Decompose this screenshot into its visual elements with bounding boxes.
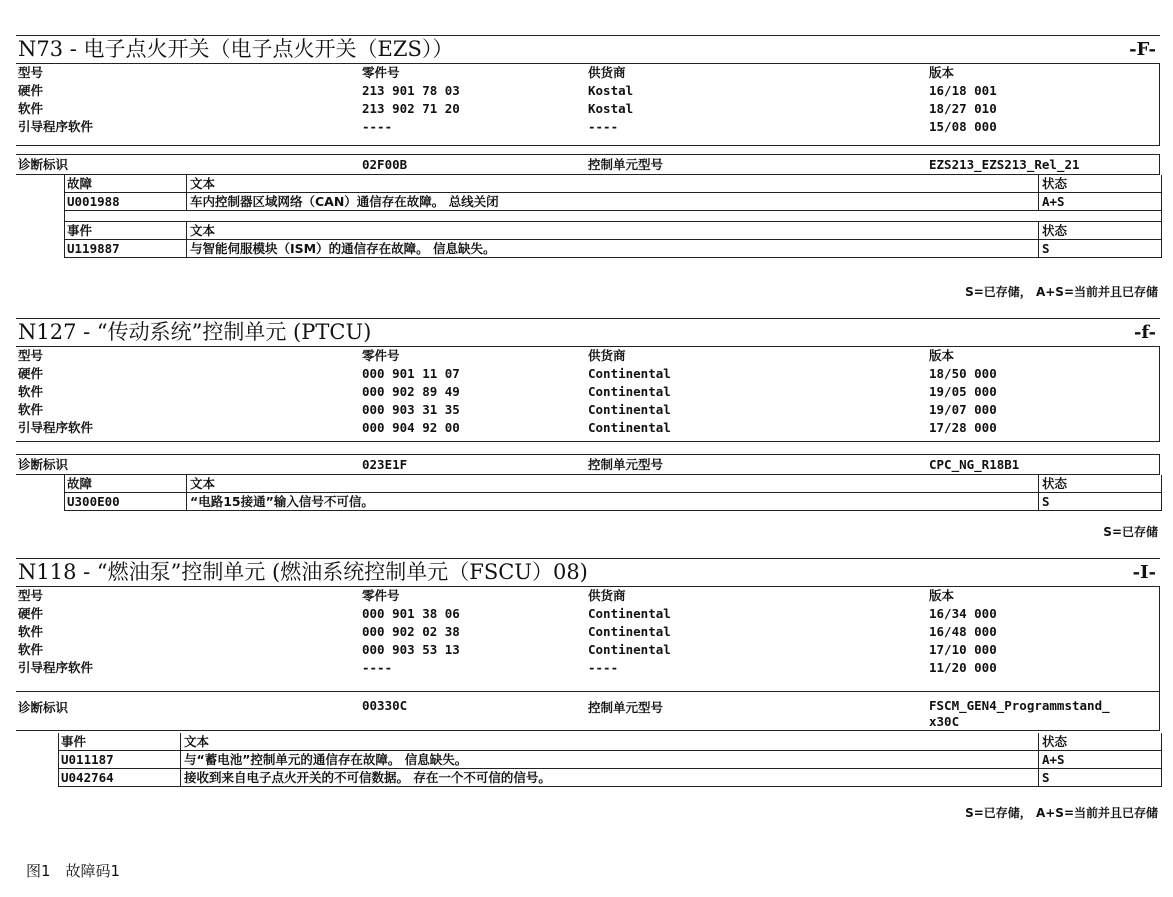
- type-label: 型号: [18, 348, 44, 363]
- text-header: 文本: [186, 222, 215, 239]
- row-label: 软件: [18, 384, 44, 399]
- fault-code: U001988: [67, 194, 120, 209]
- table-row: [65, 493, 1161, 511]
- type-label: 型号: [18, 588, 44, 603]
- diagnostic-row: [16, 692, 1160, 731]
- cu-value: EZS213_EZS213_Rel_21: [929, 157, 1080, 172]
- event-code: U011187: [61, 752, 114, 767]
- fault-status: S: [1038, 493, 1050, 510]
- version-row: [16, 659, 1159, 677]
- table-row: [65, 193, 1161, 211]
- version-block: [16, 587, 1160, 692]
- version-row: [16, 419, 1159, 437]
- supplier: Kostal: [588, 83, 634, 98]
- part-number: 000 903 31 35: [362, 402, 460, 417]
- supplier: Continental: [588, 606, 671, 621]
- module-title-bar: [16, 35, 1160, 64]
- status-header: 状态: [1038, 175, 1067, 192]
- version: 15/08 000: [929, 119, 997, 134]
- diag-label: 诊断标识: [18, 157, 69, 172]
- supplier-header: 供货商: [588, 588, 626, 603]
- version: 18/50 000: [929, 366, 997, 381]
- row-label: 硬件: [18, 606, 44, 621]
- fault-code: U300E00: [67, 494, 120, 509]
- version-row: [16, 118, 1159, 136]
- text-header: 文本: [180, 733, 209, 750]
- part-number: 213 901 78 03: [362, 83, 460, 98]
- header-row: [16, 64, 1159, 82]
- code-header: 故障: [67, 176, 93, 191]
- module-title: N118 - “燃油泵”控制单元 (燃油系统控制单元（FSCU）08): [18, 560, 588, 584]
- event-status: A+S: [1038, 751, 1065, 768]
- module-flag: -F-: [1129, 39, 1156, 60]
- event-code: U119887: [67, 241, 120, 256]
- row-label: 引导程序软件: [18, 119, 94, 134]
- supplier: Continental: [588, 366, 671, 381]
- version-block: [16, 347, 1160, 442]
- fault-table: [64, 475, 1162, 511]
- part-number: 000 902 02 38: [362, 624, 460, 639]
- table-row: [59, 751, 1161, 769]
- version: 18/27 010: [929, 101, 997, 116]
- row-label: 软件: [18, 402, 44, 417]
- part-number: ----: [362, 119, 393, 134]
- header-row: [16, 347, 1159, 365]
- cu-label: 控制单元型号: [588, 457, 664, 472]
- text-header: 文本: [186, 175, 215, 192]
- module-title-bar: [16, 558, 1160, 587]
- part-number: 000 901 11 07: [362, 366, 460, 381]
- part-number: 000 904 92 00: [362, 420, 460, 435]
- status-legend: S=已存储: [1103, 525, 1158, 539]
- module-n73: [16, 35, 1160, 299]
- version-header: 版本: [929, 348, 955, 363]
- row-label: 软件: [18, 642, 44, 657]
- diagnostic-row: [16, 154, 1160, 175]
- supplier-header: 供货商: [588, 65, 626, 80]
- event-table-header: [65, 222, 1161, 240]
- row-label: 软件: [18, 101, 44, 116]
- module-title-bar: [16, 318, 1160, 347]
- supplier: Continental: [588, 384, 671, 399]
- version-block: [16, 64, 1160, 146]
- diag-label: 诊断标识: [18, 700, 69, 715]
- event-status: S: [1038, 240, 1050, 257]
- cu-label: 控制单元型号: [588, 700, 664, 715]
- version-row: [16, 383, 1159, 401]
- supplier: ----: [588, 660, 619, 675]
- version-row: [16, 100, 1159, 118]
- supplier-header: 供货商: [588, 348, 626, 363]
- supplier: Continental: [588, 420, 671, 435]
- version-row: [16, 623, 1159, 641]
- figure-caption: 图1 故障码1: [26, 862, 121, 880]
- event-table: [58, 733, 1162, 787]
- code-header: 事件: [61, 734, 87, 749]
- version: 16/48 000: [929, 624, 997, 639]
- diag-label: 诊断标识: [18, 457, 69, 472]
- version-row: [16, 605, 1159, 623]
- status-header: 状态: [1038, 222, 1067, 239]
- module-title: N73 - 电子点火开关（电子点火开关（EZS））: [18, 37, 454, 61]
- row-label: 硬件: [18, 83, 44, 98]
- cu-value: FSCM_GEN4_Programmstand_: [929, 698, 1110, 713]
- row-label: 软件: [18, 624, 44, 639]
- version: 19/07 000: [929, 402, 997, 417]
- version: 16/34 000: [929, 606, 997, 621]
- supplier: Continental: [588, 624, 671, 639]
- supplier: Continental: [588, 402, 671, 417]
- table-row: [65, 240, 1161, 258]
- part-no-header: 零件号: [362, 348, 400, 363]
- part-number: ----: [362, 660, 393, 675]
- part-number: 000 901 38 06: [362, 606, 460, 621]
- version: 19/05 000: [929, 384, 997, 399]
- text-header: 文本: [186, 475, 215, 492]
- part-no-header: 零件号: [362, 65, 400, 80]
- fault-status: A+S: [1038, 193, 1065, 210]
- part-number: 000 902 89 49: [362, 384, 460, 399]
- part-number: 000 903 53 13: [362, 642, 460, 657]
- module-flag: -f-: [1133, 322, 1156, 343]
- version: 17/10 000: [929, 642, 997, 657]
- event-text: 与智能伺服模块（ISM）的通信存在故障。 信息缺失。: [186, 240, 495, 257]
- version-row: [16, 365, 1159, 383]
- type-label: 型号: [18, 65, 44, 80]
- part-number: 213 902 71 20: [362, 101, 460, 116]
- supplier: Kostal: [588, 101, 634, 116]
- header-row: [16, 587, 1159, 605]
- version: 17/28 000: [929, 420, 997, 435]
- version: 16/18 001: [929, 83, 997, 98]
- version-header: 版本: [929, 588, 955, 603]
- fault-table-header: [65, 475, 1161, 493]
- version: 11/20 000: [929, 660, 997, 675]
- event-code: U042764: [61, 770, 114, 785]
- part-no-header: 零件号: [362, 588, 400, 603]
- status-header: 状态: [1038, 475, 1067, 492]
- code-header: 故障: [67, 476, 93, 491]
- table-row: [59, 769, 1161, 787]
- module-n127: [16, 318, 1160, 539]
- diagnostic-row: [16, 454, 1160, 475]
- module-title: N127 - “传动系统”控制单元 (PTCU): [18, 320, 372, 344]
- status-header: 状态: [1038, 733, 1067, 750]
- cu-label: 控制单元型号: [588, 157, 664, 172]
- version-row: [16, 82, 1159, 100]
- fault-table: [64, 175, 1162, 258]
- code-header: 事件: [67, 223, 93, 238]
- version-header: 版本: [929, 65, 955, 80]
- event-table-header: [59, 733, 1161, 751]
- supplier: Continental: [588, 642, 671, 657]
- fault-table-header: [65, 175, 1161, 193]
- module-n118: [16, 558, 1160, 820]
- event-status: S: [1038, 769, 1050, 786]
- diag-value: 00330C: [362, 698, 408, 713]
- version-row: [16, 401, 1159, 419]
- row-label: 硬件: [18, 366, 44, 381]
- cu-value-cont: x30C: [929, 714, 960, 729]
- fault-text: 车内控制器区域网络（CAN）通信存在故障。 总线关闭: [186, 193, 499, 210]
- status-legend: S=已存储， A+S=当前并且已存储: [965, 806, 1158, 820]
- fault-text: “电路15接通”输入信号不可信。: [186, 493, 374, 510]
- supplier: ----: [588, 119, 619, 134]
- version-row: [16, 641, 1159, 659]
- diag-value: 02F00B: [362, 157, 408, 172]
- event-text: 接收到来自电子点火开关的不可信数据。 存在一个不可信的信号。: [180, 769, 551, 786]
- row-label: 引导程序软件: [18, 660, 94, 675]
- event-text: 与“蓄电池”控制单元的通信存在故障。 信息缺失。: [180, 751, 467, 768]
- cu-value: CPC_NG_R18B1: [929, 457, 1020, 472]
- status-legend: S=已存储， A+S=当前并且已存储: [965, 285, 1158, 299]
- module-flag: -I-: [1132, 562, 1156, 583]
- diag-value: 023E1F: [362, 457, 408, 472]
- row-label: 引导程序软件: [18, 420, 94, 435]
